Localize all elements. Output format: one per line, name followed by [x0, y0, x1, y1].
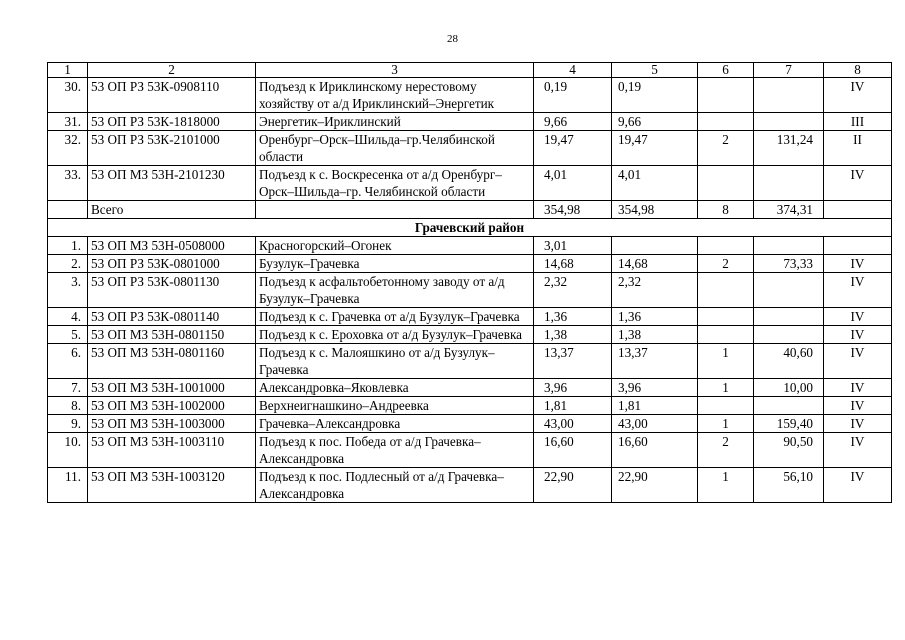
total-empty-cell: [48, 201, 88, 219]
total-structure-length: 374,31: [754, 201, 824, 219]
table-row: [48, 78, 892, 113]
structure-length: 40,60: [754, 344, 824, 379]
road-category: IV: [824, 166, 892, 201]
road-category: IV: [824, 326, 892, 344]
road-name: Подъезд к с. Ероховка от а/д Бузулук–Грачевка: [256, 326, 534, 344]
structure-length: [754, 78, 824, 113]
total-length-regional: 354,98: [612, 201, 698, 219]
structure-length: [754, 308, 824, 326]
structure-length: 131,24: [754, 131, 824, 166]
road-length-regional: [612, 237, 698, 255]
road-name: Подъезд к пос. Подлесный от а/д Грачевка–Александровка: [256, 468, 534, 503]
road-code: 53 ОП МЗ 53Н-1003120: [88, 468, 256, 503]
structure-length: 56,10: [754, 468, 824, 503]
road-code: 53 ОП МЗ 53Н-1003110: [88, 433, 256, 468]
row-number: 31.: [48, 113, 88, 131]
road-length-regional: 1,81: [612, 397, 698, 415]
table-row: [48, 433, 892, 468]
structure-count: [698, 273, 754, 308]
road-name: Оренбург–Орск–Шильда–гр.Челябинской области: [256, 131, 534, 166]
total-structure-count: 8: [698, 201, 754, 219]
road-name: Грачевка–Александровка: [256, 415, 534, 433]
road-length-regional: 1,36: [612, 308, 698, 326]
table-row: [48, 273, 892, 308]
road-length: 1,36: [534, 308, 612, 326]
road-length-regional: 13,37: [612, 344, 698, 379]
road-category: IV: [824, 415, 892, 433]
road-code: 53 ОП МЗ 53Н-1001000: [88, 379, 256, 397]
road-length-regional: 1,38: [612, 326, 698, 344]
row-number: 8.: [48, 397, 88, 415]
road-length: 2,32: [534, 273, 612, 308]
road-code: 53 ОП РЗ 53К-0801130: [88, 273, 256, 308]
structure-count: 2: [698, 131, 754, 166]
road-name: Подъезд к с. Малояшкино от а/д Бузулук–Грачевка: [256, 344, 534, 379]
road-length: 1,81: [534, 397, 612, 415]
column-header: 1: [48, 63, 88, 78]
structure-count: [698, 326, 754, 344]
road-code: 53 ОП МЗ 53Н-1002000: [88, 397, 256, 415]
road-length: 0,19: [534, 78, 612, 113]
structure-count: [698, 166, 754, 201]
structure-count: 1: [698, 379, 754, 397]
structure-length: [754, 397, 824, 415]
road-length: 3,01: [534, 237, 612, 255]
structure-count: 1: [698, 344, 754, 379]
table-row: [48, 468, 892, 503]
road-name: Александровка–Яковлевка: [256, 379, 534, 397]
road-category: IV: [824, 255, 892, 273]
road-name: Подъезд к с. Грачевка от а/д Бузулук–Грачевка: [256, 308, 534, 326]
structure-count: [698, 308, 754, 326]
road-length: 9,66: [534, 113, 612, 131]
road-length-regional: 22,90: [612, 468, 698, 503]
structure-length: [754, 166, 824, 201]
row-number: 32.: [48, 131, 88, 166]
roads-table-body: [48, 63, 892, 503]
road-name: Верхнеигнашкино–Андреевка: [256, 397, 534, 415]
column-header: 6: [698, 63, 754, 78]
road-code: 53 ОП МЗ 53Н-1003000: [88, 415, 256, 433]
column-header: 8: [824, 63, 892, 78]
road-length-regional: 4,01: [612, 166, 698, 201]
row-number: 4.: [48, 308, 88, 326]
structure-count: 1: [698, 415, 754, 433]
road-category: IV: [824, 344, 892, 379]
road-code: 53 ОП РЗ 53К-0801000: [88, 255, 256, 273]
road-name: Подъезд к с. Воскресенка от а/д Оренбург–Орск–Шильда–гр. Челябинской области: [256, 166, 534, 201]
structure-length: 10,00: [754, 379, 824, 397]
row-number: 7.: [48, 379, 88, 397]
page-number: 28: [447, 33, 458, 45]
road-length: 4,01: [534, 166, 612, 201]
table-row: [48, 344, 892, 379]
row-number: 3.: [48, 273, 88, 308]
section-header-row: [48, 219, 892, 237]
road-category: IV: [824, 468, 892, 503]
structure-count: 2: [698, 255, 754, 273]
road-category: III: [824, 113, 892, 131]
road-length-regional: 43,00: [612, 415, 698, 433]
road-category: [824, 237, 892, 255]
road-length: 22,90: [534, 468, 612, 503]
table-row: [48, 166, 892, 201]
road-code: 53 ОП МЗ 53Н-0801160: [88, 344, 256, 379]
structure-length: [754, 273, 824, 308]
road-name: Бузулук–Грачевка: [256, 255, 534, 273]
table-row: [48, 415, 892, 433]
section-title: Грачевский район: [48, 219, 892, 237]
road-name: Красногорский–Огонек: [256, 237, 534, 255]
road-length-regional: 2,32: [612, 273, 698, 308]
column-header: 2: [88, 63, 256, 78]
road-name: Подъезд к асфальтобетонному заводу от а/д Бузулук–Грачевка: [256, 273, 534, 308]
road-category: IV: [824, 273, 892, 308]
table-row: [48, 237, 892, 255]
road-length: 16,60: [534, 433, 612, 468]
row-number: 10.: [48, 433, 88, 468]
structure-count: [698, 78, 754, 113]
structure-count: [698, 237, 754, 255]
road-length: 1,38: [534, 326, 612, 344]
row-number: 11.: [48, 468, 88, 503]
structure-count: 2: [698, 433, 754, 468]
row-number: 33.: [48, 166, 88, 201]
road-code: 53 ОП РЗ 53К-1818000: [88, 113, 256, 131]
row-number: 5.: [48, 326, 88, 344]
total-empty-cell: [824, 201, 892, 219]
column-header: 5: [612, 63, 698, 78]
structure-count: 1: [698, 468, 754, 503]
road-name: Энергетик–Ириклинский: [256, 113, 534, 131]
structure-length: 73,33: [754, 255, 824, 273]
total-length: 354,98: [534, 201, 612, 219]
road-category: IV: [824, 308, 892, 326]
road-length: 3,96: [534, 379, 612, 397]
structure-length: 159,40: [754, 415, 824, 433]
roads-table: [47, 62, 892, 503]
column-header-row: [48, 63, 892, 78]
road-category: IV: [824, 433, 892, 468]
column-header: 3: [256, 63, 534, 78]
structure-length: [754, 237, 824, 255]
road-length: 13,37: [534, 344, 612, 379]
road-category: IV: [824, 397, 892, 415]
row-number: 30.: [48, 78, 88, 113]
row-number: 9.: [48, 415, 88, 433]
structure-count: [698, 113, 754, 131]
table-row: [48, 255, 892, 273]
structure-length: [754, 113, 824, 131]
structure-length: 90,50: [754, 433, 824, 468]
road-length-regional: 9,66: [612, 113, 698, 131]
table-row: [48, 131, 892, 166]
total-row: [48, 201, 892, 219]
structure-length: [754, 326, 824, 344]
column-header: 7: [754, 63, 824, 78]
road-length-regional: 14,68: [612, 255, 698, 273]
road-length: 43,00: [534, 415, 612, 433]
row-number: 1.: [48, 237, 88, 255]
road-length-regional: 16,60: [612, 433, 698, 468]
road-category: IV: [824, 379, 892, 397]
road-code: 53 ОП МЗ 53Н-0801150: [88, 326, 256, 344]
road-code: 53 ОП РЗ 53К-2101000: [88, 131, 256, 166]
row-number: 6.: [48, 344, 88, 379]
table-row: [48, 113, 892, 131]
road-code: 53 ОП РЗ 53К-0801140: [88, 308, 256, 326]
total-empty-cell: [256, 201, 534, 219]
road-name: Подъезд к пос. Победа от а/д Грачевка–Александровка: [256, 433, 534, 468]
table-row: [48, 326, 892, 344]
table-row: [48, 308, 892, 326]
road-category: IV: [824, 78, 892, 113]
road-length-regional: 3,96: [612, 379, 698, 397]
column-header: 4: [534, 63, 612, 78]
row-number: 2.: [48, 255, 88, 273]
road-length-regional: 19,47: [612, 131, 698, 166]
road-length: 14,68: [534, 255, 612, 273]
road-code: 53 ОП МЗ 53Н-2101230: [88, 166, 256, 201]
road-length-regional: 0,19: [612, 78, 698, 113]
road-length: 19,47: [534, 131, 612, 166]
table-row: [48, 379, 892, 397]
road-name: Подъезд к Ириклинскому нерестовому хозяйству от а/д Ириклинский–Энергетик: [256, 78, 534, 113]
road-category: II: [824, 131, 892, 166]
structure-count: [698, 397, 754, 415]
table-row: [48, 397, 892, 415]
road-code: 53 ОП МЗ 53Н-0508000: [88, 237, 256, 255]
total-label: Всего: [88, 201, 256, 219]
road-code: 53 ОП РЗ 53К-0908110: [88, 78, 256, 113]
